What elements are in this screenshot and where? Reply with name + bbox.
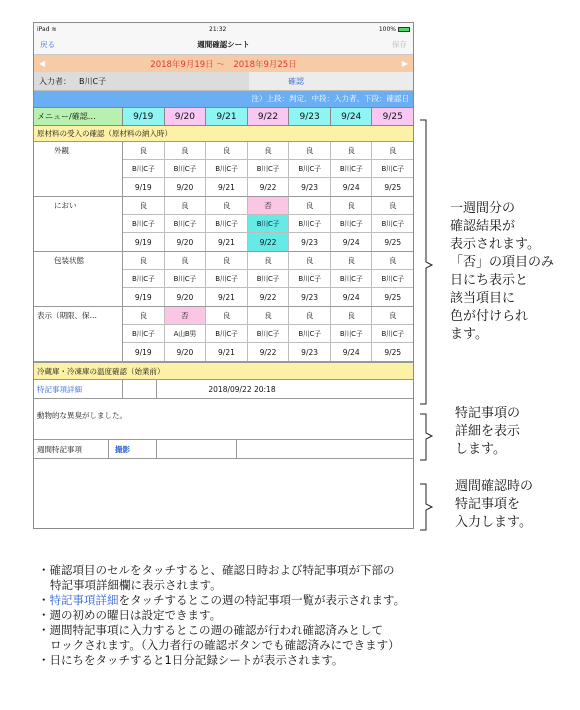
check-item-name: 表示（期限、保… xyxy=(34,307,123,361)
callout-weekly-input: 週間確認時の 特記事項を 入力します。 xyxy=(455,479,534,530)
judgement-cell[interactable]: 良 xyxy=(206,197,248,214)
date-header-cell[interactable]: 9/20 xyxy=(165,108,207,125)
inputter-cell[interactable]: B川C子 xyxy=(331,160,373,177)
inputter-cell[interactable]: B川C子 xyxy=(331,270,373,287)
photo-button[interactable]: 撮影 xyxy=(109,440,157,458)
judgement-cell[interactable]: 良 xyxy=(389,311,397,320)
page-title: 週間確認シート xyxy=(197,40,250,49)
date-header-cell[interactable]: 9/24 xyxy=(331,108,373,125)
dates-cell[interactable]: 9/21 xyxy=(206,233,248,251)
weekly-notes-label: 週間特記事項 xyxy=(34,440,109,458)
dates-cell[interactable]: 9/19 xyxy=(123,343,165,361)
dates-cell[interactable]: 9/24 xyxy=(331,288,373,306)
note-line: ・週の初めの曜日は設定できます。 xyxy=(38,608,222,622)
bracket-detail xyxy=(420,414,432,460)
dates-cell[interactable]: 9/20 xyxy=(165,343,207,361)
save-button[interactable]: 保存 xyxy=(392,40,407,49)
dates-cell[interactable]: 9/24 xyxy=(331,178,373,196)
judgement-cell[interactable]: 良 xyxy=(165,252,207,269)
dates-cell[interactable]: 9/25 xyxy=(384,182,402,192)
judgement-cell[interactable]: 良 xyxy=(289,252,331,269)
judgement-cell[interactable]: 良 xyxy=(389,201,397,210)
inputter-cell[interactable]: B川C子 xyxy=(289,270,331,287)
inputter-label: 入力者： xyxy=(39,76,71,86)
dates-cell[interactable]: 9/19 xyxy=(123,178,165,196)
check-item-name: 外観 xyxy=(34,142,123,196)
dates-cell[interactable]: 9/25 xyxy=(384,292,402,302)
inputter-cell[interactable]: B川C子 xyxy=(123,215,165,232)
inputter-cell[interactable]: A山B男 xyxy=(165,325,207,342)
bracket-weekly-result xyxy=(420,120,432,404)
inputter-cell[interactable]: B川C子 xyxy=(289,160,331,177)
judgement-cell[interactable]: 良 xyxy=(289,197,331,214)
dates-cell[interactable]: 9/23 xyxy=(289,343,331,361)
inputter-cell[interactable]: B川C子 xyxy=(206,160,248,177)
judgement-cell[interactable]: 良 xyxy=(123,197,165,214)
inputter-cell[interactable]: B川C子 xyxy=(381,219,404,228)
inputter-cell[interactable]: B川C子 xyxy=(248,325,290,342)
judgement-cell[interactable]: 良 xyxy=(206,307,248,324)
callout-weekly-result: 一週間分の 確認結果が 表示されます。 「否」の項目のみ 日にち表示と 該当項目に 色が付けられ ます。 xyxy=(450,201,555,342)
dates-cell[interactable]: 9/25 xyxy=(384,347,402,357)
note-line: ・特記事項詳細をタッチするとこの週の特記事項一覧が表示されます。 xyxy=(38,593,406,607)
prev-week-icon[interactable]: ◀ xyxy=(39,59,46,68)
inputter-cell[interactable]: B川C子 xyxy=(331,325,373,342)
inputter-cell[interactable]: B川C子 xyxy=(206,215,248,232)
dates-cell[interactable]: 9/23 xyxy=(289,233,331,251)
note-line: ・日にちをタッチすると1日分記録シートが表示されます。 xyxy=(38,653,344,667)
back-button[interactable]: 戻る xyxy=(40,40,55,49)
note-detail-link: 特記事項詳細 xyxy=(49,593,119,607)
judgement-cell[interactable]: 良 xyxy=(289,142,331,159)
dates-cell[interactable]: 9/19 xyxy=(123,288,165,306)
dates-cell[interactable]: 9/20 xyxy=(165,233,207,251)
judgement-cell[interactable]: 良 xyxy=(206,142,248,159)
check-item-name: におい xyxy=(34,197,123,251)
inputter-cell[interactable]: B川C子 xyxy=(165,270,207,287)
date-header-cell[interactable]: 9/19 xyxy=(123,108,165,125)
judgement-cell[interactable]: 良 xyxy=(331,142,373,159)
inputter-cell[interactable]: B川C子 xyxy=(206,325,248,342)
bracket-weekly-input xyxy=(420,484,432,530)
judgement-cell[interactable]: 否 xyxy=(165,307,207,324)
inputter-cell[interactable]: B川C子 xyxy=(165,160,207,177)
dates-cell[interactable]: 9/20 xyxy=(165,288,207,306)
inputter-cell[interactable]: B川C子 xyxy=(123,160,165,177)
judgement-cell[interactable]: 良 xyxy=(123,307,165,324)
detail-datetime: 2018/09/22 20:18 xyxy=(208,384,276,394)
inputter-cell[interactable]: B川C子 xyxy=(206,270,248,287)
inputter-name[interactable]: B川C子 xyxy=(79,76,107,86)
inputter-cell[interactable]: B川C子 xyxy=(331,215,373,232)
dates-cell[interactable]: 9/19 xyxy=(123,233,165,251)
confirm-button[interactable]: 確認 xyxy=(249,72,413,90)
date-header-cell[interactable]: 9/23 xyxy=(289,108,331,125)
judgement-cell[interactable]: 良 xyxy=(248,307,290,324)
judgement-cell[interactable]: 良 xyxy=(206,252,248,269)
dates-cell[interactable]: 9/22 xyxy=(248,233,290,251)
device-label: iPad xyxy=(37,25,50,33)
judgement-cell[interactable]: 否 xyxy=(248,197,290,214)
dates-cell[interactable]: 9/23 xyxy=(289,288,331,306)
dates-cell[interactable]: 9/22 xyxy=(248,288,290,306)
detail-link[interactable]: 特記事項詳細 xyxy=(34,380,123,398)
status-time: 21:32 xyxy=(209,25,227,33)
inputter-cell[interactable]: B川C子 xyxy=(381,164,404,173)
judgement-cell[interactable]: 良 xyxy=(389,256,397,265)
section-title: 原材料の受入の確認（原材料の納入時） xyxy=(34,126,413,142)
inputter-cell[interactable]: B川C子 xyxy=(381,274,404,283)
dates-cell[interactable]: 9/24 xyxy=(331,233,373,251)
judgement-cell[interactable]: 良 xyxy=(123,142,165,159)
dates-cell[interactable]: 9/23 xyxy=(289,178,331,196)
dates-cell[interactable]: 9/24 xyxy=(331,343,373,361)
judgement-cell[interactable]: 良 xyxy=(331,252,373,269)
inputter-cell[interactable]: B川C子 xyxy=(123,325,165,342)
inputter-cell[interactable]: B川C子 xyxy=(289,215,331,232)
dates-cell[interactable]: 9/21 xyxy=(206,178,248,196)
judgement-cell[interactable]: 良 xyxy=(389,146,397,155)
judgement-cell[interactable]: 良 xyxy=(289,307,331,324)
note-line: 特記事項詳細欄に表示されます。 xyxy=(50,578,222,592)
section-title: 冷蔵庫・冷凍庫の温度確認（始業前） xyxy=(34,362,413,380)
dates-cell[interactable]: 9/21 xyxy=(206,343,248,361)
judgement-cell[interactable]: 良 xyxy=(331,197,373,214)
judgement-cell[interactable]: 良 xyxy=(123,252,165,269)
inputter-cell[interactable]: B川C子 xyxy=(248,160,290,177)
judgement-cell[interactable]: 良 xyxy=(165,142,207,159)
dates-cell[interactable]: 9/20 xyxy=(165,178,207,196)
note-line: ロックされます。（入力者行の確認ボタンでも確認済みにできます） xyxy=(50,638,400,652)
note-line: ・確認項目のセルをタッチすると、確認日時および特記事項が下部の xyxy=(38,563,395,577)
detail-body: 動物的な異臭がしました。 xyxy=(34,399,413,440)
dates-cell[interactable]: 9/25 xyxy=(384,237,402,247)
note-line: ・週間特記事項に入力するとこの週の確認が行われ確認済みとして xyxy=(38,623,383,637)
dates-cell[interactable]: 9/22 xyxy=(248,343,290,361)
inputter-cell[interactable]: B川C子 xyxy=(165,215,207,232)
inputter-cell[interactable]: B川C子 xyxy=(289,325,331,342)
judgement-cell[interactable]: 良 xyxy=(248,142,290,159)
judgement-cell[interactable]: 良 xyxy=(165,197,207,214)
usage-notes xyxy=(38,563,405,668)
judgement-cell[interactable]: 良 xyxy=(331,307,373,324)
dates-cell[interactable]: 9/22 xyxy=(248,178,290,196)
date-range-text: 2018年9月19日 〜 2018年9月25日 xyxy=(150,59,297,70)
inputter-cell[interactable]: B川C子 xyxy=(248,215,290,232)
inputter-cell[interactable]: B川C子 xyxy=(248,270,290,287)
dates-cell[interactable]: 9/21 xyxy=(206,288,248,306)
date-header-cell[interactable]: 9/21 xyxy=(206,108,248,125)
next-week-icon[interactable]: ▶ xyxy=(401,59,408,68)
check-item-name: 包装状態 xyxy=(34,252,123,306)
legend-note: 注）上段：判定、中段：入力者、下段：確認日 xyxy=(34,91,413,107)
wifi-icon: ≋ xyxy=(51,25,57,33)
battery-text: 100% xyxy=(378,25,396,33)
judgement-cell[interactable]: 良 xyxy=(248,252,290,269)
date-header-cell[interactable]: 9/22 xyxy=(248,108,290,125)
menu-confirm-button[interactable]: メニュー/確認… xyxy=(34,108,123,125)
callout-detail: 特記事項の 詳細を表示 します。 xyxy=(455,406,521,457)
inputter-cell[interactable]: B川C子 xyxy=(123,270,165,287)
inputter-cell[interactable]: B川C子 xyxy=(381,329,404,338)
date-header-cell[interactable]: 9/25 xyxy=(372,108,413,125)
